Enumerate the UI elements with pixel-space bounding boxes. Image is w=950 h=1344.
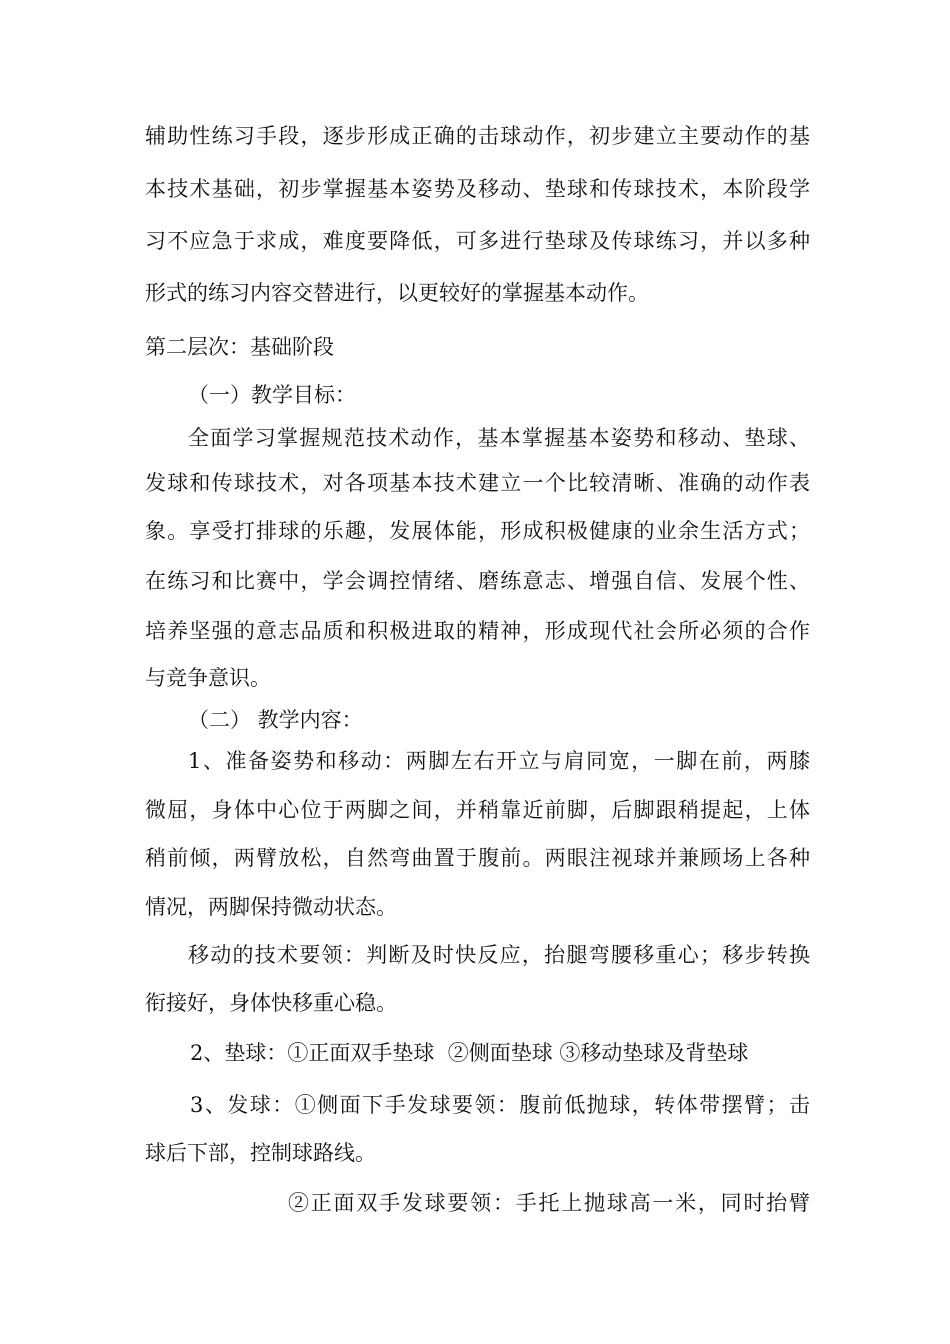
paragraph-line: 与竞争意识。 [145, 666, 271, 690]
paragraph-line: 移动的技术要领：判断及时快反应，抬腿弯腰移重心；移步转换 [188, 943, 810, 967]
paragraph-line: 象。享受打排球的乐趣，发展体能，形成积极健康的业余生活方式； [145, 519, 810, 543]
paragraph-line: ②正面双手发球要领：手托上抛球高一米，同时抬臂 [288, 1191, 810, 1215]
paragraph-line: 发球和传球技术，对各项基本技术建立一个比较清晰、准确的动作表 [145, 471, 810, 495]
paragraph-line: 1、准备姿势和移动：两脚左右开立与肩同宽，一脚在前，两膝 [188, 749, 810, 773]
subsection-heading: （二） 教学内容： [188, 708, 363, 732]
paragraph-line: 微屈，身体中心位于两脚之间，并稍靠近前脚，后脚跟稍提起，上体 [145, 798, 810, 822]
paragraph-line: 本技术基础，初步掌握基本姿势及移动、垫球和传球技术，本阶段学 [145, 177, 810, 201]
paragraph-line: 情况，两脚保持微动状态。 [145, 895, 397, 919]
subsection-heading: （一）教学目标： [188, 383, 356, 407]
section-heading: 第二层次：基础阶段 [145, 335, 334, 359]
paragraph-line: 球后下部，控制球路线。 [145, 1141, 376, 1165]
paragraph-line: 辅助性练习手段，逐步形成正确的击球动作，初步建立主要动作的基 [145, 124, 810, 148]
paragraph-line: 培养坚强的意志品质和积极进取的精神，形成现代社会所必须的合作 [145, 619, 810, 643]
paragraph-line: 衔接好，身体快移重心稳。 [145, 991, 397, 1015]
paragraph-line: 形式的练习内容交替进行，以更较好的掌握基本动作。 [145, 281, 649, 305]
paragraph-line: 在练习和比赛中，学会调控情绪、磨练意志、增强自信、发展个性、 [145, 569, 810, 593]
paragraph-line: 习不应急于求成，难度要降低，可多进行垫球及传球练习，并以多种 [145, 229, 810, 253]
paragraph-line: 稍前倾，两臂放松，自然弯曲置于腹前。两眼注视球并兼顾场上各种 [145, 846, 810, 870]
paragraph-line: 全面学习掌握规范技术动作，基本掌握基本姿势和移动、垫球、 [188, 426, 810, 450]
list-item: 2、垫球：①正面双手垫球 ②侧面垫球 ③移动垫球及背垫球 [190, 1041, 749, 1065]
list-item: 3、发球：①侧面下手发球要领：腹前低抛球，转体带摆臂；击 [190, 1093, 810, 1117]
